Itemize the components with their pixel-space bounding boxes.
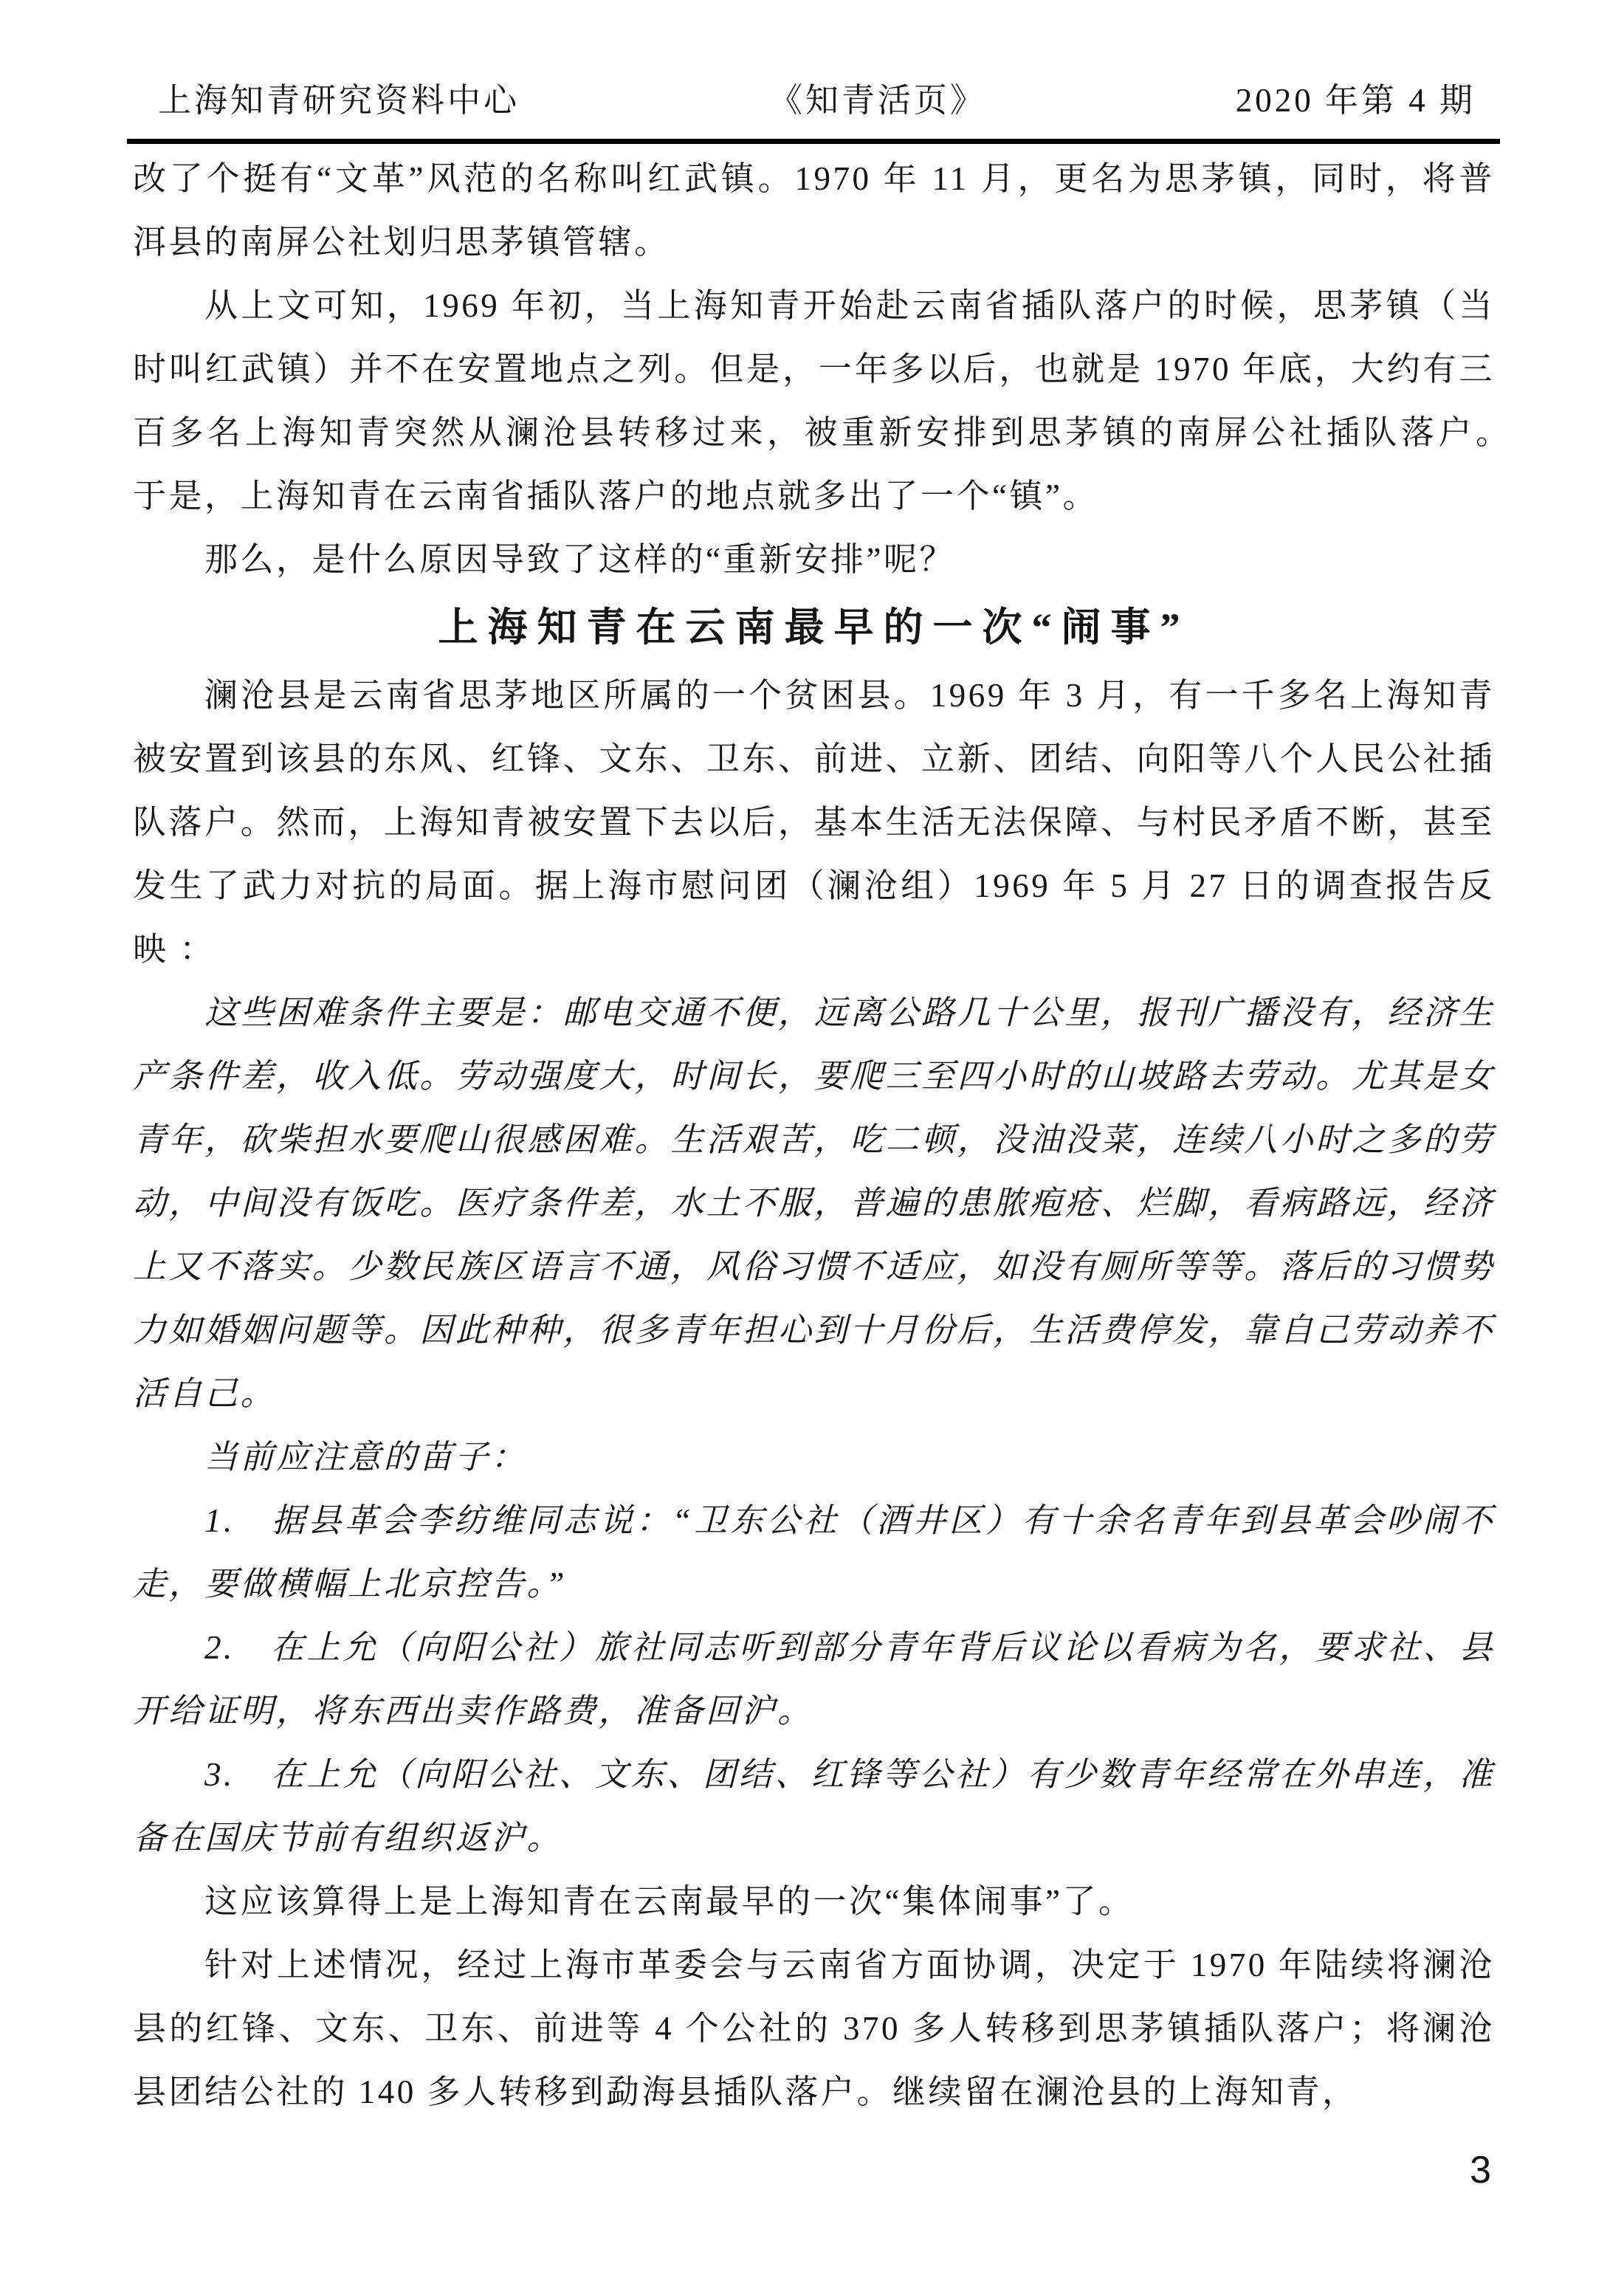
page-footer — [1470, 2149, 1491, 2191]
section-heading: 上海知青在云南最早的一次“闹事” — [438, 605, 1190, 650]
paragraph: 改了个挺有“文革”风范的名称叫红武镇。1970 年 11 月，更名为思茅镇，同时，将普洱县的南屏公社划归思茅镇管辖。 — [133, 160, 1495, 261]
paragraph: 1. 据县革会李纺维同志说：“卫东公社（酒井区）有十余名青年到县革会吵闹不走，要做横幅上北京控告。” — [133, 1502, 1495, 1603]
paragraph: 从上文可知，1969 年初，当上海知青开始赴云南省插队落户的时候，思茅镇（当时叫红武镇）并不在安置地点之列。但是，一年多以后，也就是 1970 年底，大约有三百多名上海知青突然从澜沧县转移过来，被重新安排到思茅镇的南屏公社插队落户。 于是，上海知青在云南省插队落户的地点就多出了一个“镇”。 — [133, 287, 1567, 514]
header-organization: 上海知青研究资料中心 — [158, 82, 520, 119]
header-issue-number: 2020 年第 4 期 — [1235, 82, 1476, 119]
paragraph: 当前应注意的苗子： — [204, 1439, 527, 1476]
paragraph: 那么，是什么原因导致了这样的“重新安排”呢？ — [204, 541, 955, 578]
paragraph: 这些困难条件主要是：邮电交通不便，远离公路几十公里，报刊广播没有，经济生产条件差，收入低。劳动强度大，时间长，要爬三至四小时的山坡路去劳动。尤其是女青年，砍柴担水要爬山很感困难。生活艰苦，吃二顿，没油没菜，连续八小时之多的劳动，中间没有饭吃。医疗条件差，水土不服，普遍的患脓疱疮、烂脚，看病路远，经济上又不落实。少数民族区语言不通，风俗习惯不适应，如没有厕所等等。落后的习惯势力如婚姻问题等。因此种种，很多青年担心到十月份后，生活费停发，靠自己劳动养不活自己。 — [133, 994, 1495, 1412]
paragraph: 澜沧县是云南省思茅地区所属的一个贫困县。1969 年 3 月，有一千多名上海知青被安置到该县的东风、红锋、文东、卫东、前进、立新、团结、向阳等八个人民公社插队落户。然而，上海知青被安置下去以后，基本生活无法保障、与村民矛盾不断，甚至发生了武力对抗的局面。据上海市慰问团（澜沧组）1969 年 5 月 27 日的调查报告反映 ： — [133, 677, 1495, 968]
header-rule — [127, 139, 1500, 144]
paragraph: 针对上述情况，经过上海市革委会与云南省方面协调，决定于 1970 年陆续将澜沧县的红锋、文东、卫东、前进等 4 个公社的 370 多人转移到思茅镇插队落户；将澜沧县团结公社的 140 多人转移到勐海县插队落户。继续留在澜沧县的上海知青， — [133, 1946, 1495, 2110]
document-body — [133, 147, 1567, 2124]
paragraph: 2. 在上允（向阳公社）旅社同志听到部分青年背后议论以看病为名，要求社、县开给证明，将东西出卖作路费，准备回沪。 — [133, 1629, 1495, 1729]
page-header — [133, 81, 1495, 120]
paragraph: 3. 在上允（向阳公社、文东、团结、红锋等公社）有少数青年经常在外串连，准备在国庆节前有组织返沪。 — [133, 1756, 1495, 1856]
page-number: 3 — [1470, 2149, 1491, 2192]
paragraph: 这应该算得上是上海知青在云南最早的一次“集体闹事”了。 — [204, 1883, 1135, 1920]
header-publication-title: 《知青活页》 — [768, 82, 986, 119]
